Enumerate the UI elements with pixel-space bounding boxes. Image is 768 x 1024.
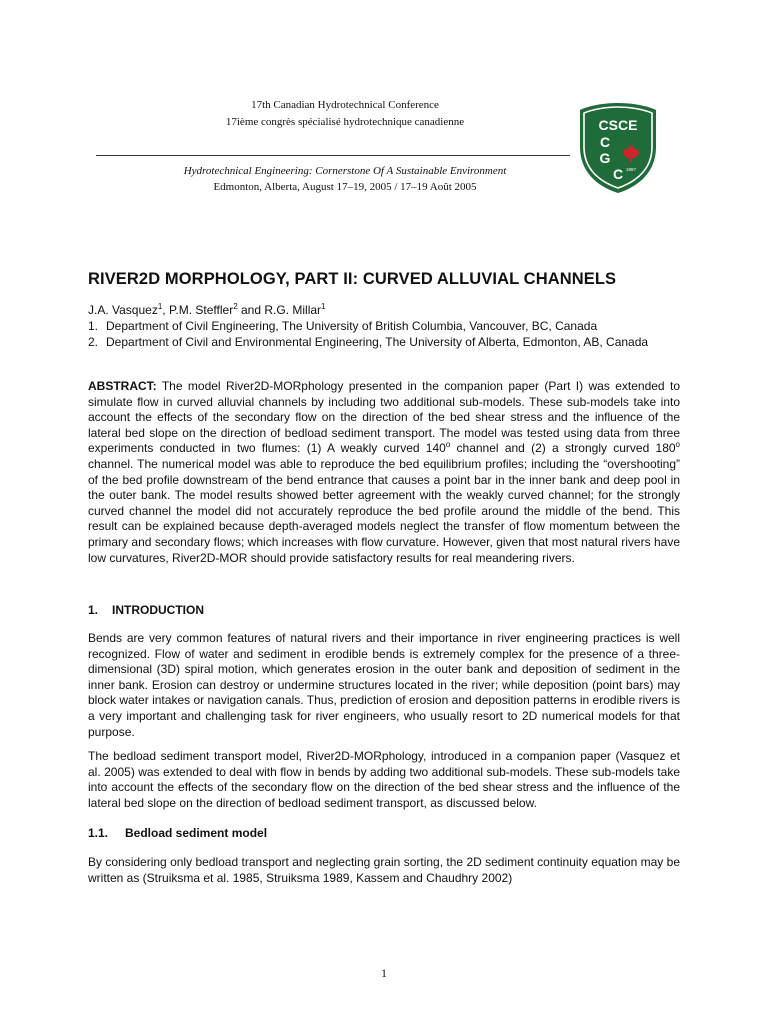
subsection-title: Bedload sediment model: [125, 826, 268, 840]
affiliation-text: Department of Civil Engineering, The University of British Columbia, Vancouver, BC, Canada: [106, 319, 598, 333]
abstract-label: ABSTRACT:: [88, 379, 157, 393]
author-list: [88, 302, 326, 318]
conference-name-en: 17th Canadian Hydrotechnical Conference: [251, 99, 439, 111]
abstract-text: The model River2D-MORphology presented in the companion paper (Part I) was extended to simulate flow in curved alluvial channels by including two additional sub-models. These sub-models take into account the effects of the secondary flow on the direction of the bed shear stress and the influence of the lateral bed slope on the direction of bedload sediment transport. The model was tested using data from three experiments conducted in two flumes: (1) A weakly curved 140: [88, 379, 680, 456]
degree-symbol: o: [675, 440, 680, 450]
logo-letter-c-top: C: [599, 134, 611, 150]
logo-letter-g: G: [599, 150, 611, 166]
logo-year: 1887: [625, 167, 637, 172]
author-affil-marker: 1: [321, 302, 326, 311]
author-affil-marker: 1: [157, 302, 163, 311]
body-paragraph: By considering only bedload transport and neglecting grain sorting, the 2D sediment continuity equation may be written as (Struiksma et al. 1985, Struiksma 1989, Kassem and Chaudhry 2002): [88, 855, 680, 885]
conference-theme: Hydrotechnical Engineering: Cornerstone Of A Sustainable Environment: [183, 165, 507, 177]
page-number: 1: [381, 966, 387, 980]
author-name: P.M. Steffler: [168, 303, 234, 317]
abstract-text: channel. The numerical model was able to reproduce the bed equilibrium profiles; including the “overshooting” of the bed profile downstream of the bend entrance that causes a point bar in the inner bank and deep pool in the outer bank. The model results showed better agreement with the weakly curved channel; for the strongly curved channel the model did not accurately reproduce the bed profile around the middle of the bend. This result can be explained because depth-averaged models neglect the transfer of flow momentum between the primary and secondary flows; which increases with flow curvature. However, given that most natural rivers have low curvatures, River2D-MOR should provide satisfactory results for real meandering rivers.: [88, 456, 680, 565]
affiliation-item: [88, 334, 648, 350]
body-paragraph: The bedload sediment transport model, River2D-MORphology, introduced in a companion paper (Vasquez et al. 2005) was extended to deal with flow in bends by adding two additional sub-models. These sub-models take into account the effects of the secondary flow on the direction of the bed shear stress and the influence of the lateral bed slope on the direction of bedload sediment transport, as discussed below.: [88, 749, 680, 810]
section-number: 1.: [88, 603, 99, 617]
logo-text-csce: CSCE: [598, 117, 638, 133]
abstract-paragraph: [88, 379, 680, 566]
subsection-heading: [88, 826, 267, 840]
abstract-text: channel and (2) a strongly curved 180: [450, 441, 676, 456]
author-separator: and: [237, 303, 265, 317]
author-name: R.G. Millar: [264, 303, 322, 317]
affiliation-number: 1.: [88, 319, 99, 333]
csce-logo: [578, 101, 658, 195]
degree-symbol: o: [445, 440, 451, 450]
conference-location-dates: Edmonton, Alberta, August 17–19, 2005 / 17–19 Août 2005: [213, 181, 477, 193]
header-divider: [96, 155, 570, 156]
body-paragraph: Bends are very common features of natural rivers and their importance in river engineering practices is well recognized. Flow of water and sediment in erodible bends is extremely complex for the presence of a three-dimensional (3D) spiral motion, which generates erosion in the outer bank and deposition of sediment in the inner bank. Erosion can destroy or undermine structures located in the river; while deposition (point bars) may block water intakes or navigation canals. Thus, prediction of erosion and deposition patterns in erodible rivers is a very important and challenging task for river engineers, who usually resort to 2D numerical models for that purpose.: [88, 631, 680, 739]
logo-letter-c-bottom: C: [612, 166, 624, 182]
paper-title: RIVER2D MORPHOLOGY, PART II: CURVED ALLUVIAL CHANNELS: [88, 270, 617, 288]
affiliation-text: Department of Civil and Environmental Engineering, The University of Alberta, Edmonton, AB, Canada: [106, 335, 649, 349]
affiliation-item: [88, 318, 597, 334]
author-affil-marker: 2: [233, 302, 238, 311]
author-separator: ,: [162, 303, 169, 317]
author-name: J.A. Vasquez: [88, 303, 158, 317]
affiliation-number: 2.: [88, 335, 99, 349]
conference-name-fr: 17ième congrès spécialisé hydrotechnique canadienne: [225, 116, 465, 128]
subsection-number: 1.1.: [88, 826, 109, 840]
section-title: INTRODUCTION: [112, 603, 204, 617]
section-heading: [88, 603, 204, 617]
